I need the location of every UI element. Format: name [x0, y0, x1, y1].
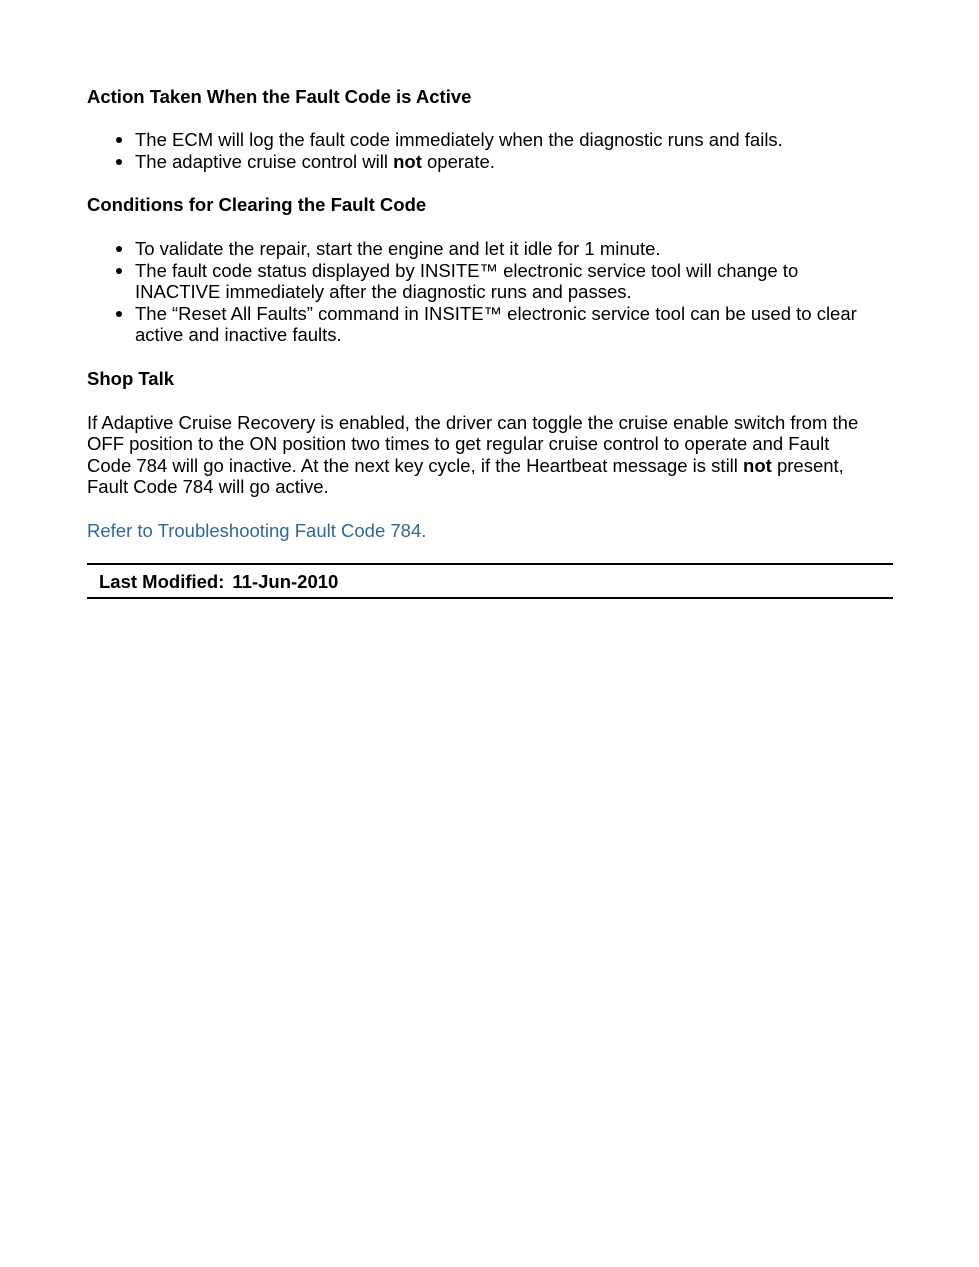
- troubleshooting-link[interactable]: Refer to Troubleshooting Fault Code 784.: [87, 519, 427, 541]
- paragraph-line: OFF position to the ON position two times to get regular cruise control to operate and Fault: [87, 433, 830, 454]
- document-page: [87, 86, 893, 599]
- action-list: [87, 129, 893, 172]
- list-item-text: To validate the repair, start the engine and let it idle for 1 minute.: [135, 238, 661, 259]
- list-item-text: The fault code status displayed by INSITE™ electronic service tool will change to: [135, 259, 799, 281]
- paragraph-line: Fault Code 784 will go active.: [87, 476, 329, 497]
- list-item: [87, 260, 893, 303]
- last-modified-label: Last Modified:: [99, 571, 225, 592]
- bullet-icon: [116, 137, 122, 143]
- list-item: [87, 238, 893, 260]
- last-modified-date: 11-Jun-2010: [232, 571, 339, 592]
- list-item-text: The “Reset All Faults” command in INSITE™ electronic service tool can be used to clear: [135, 302, 857, 324]
- emphasis-not: not: [393, 150, 422, 172]
- footer-bar: [87, 563, 893, 599]
- bullet-icon: [116, 268, 122, 274]
- paragraph-line: Code 784 will go inactive. At the next key cycle, if the Heartbeat message is still: [87, 454, 744, 476]
- last-modified: [99, 571, 338, 593]
- section-heading-clearing: Conditions for Clearing the Fault Code: [87, 194, 427, 215]
- list-item-text: INACTIVE immediately after the diagnostic runs and passes.: [135, 281, 632, 302]
- reference-paragraph: [87, 520, 893, 542]
- shop-talk-paragraph: [87, 412, 893, 498]
- list-item-text: The adaptive cruise control will: [135, 150, 394, 172]
- list-item-text: active and inactive faults.: [135, 324, 342, 345]
- list-item-text: The ECM will log the fault code immediately when the diagnostic runs and fails.: [135, 129, 783, 150]
- paragraph-line: If Adaptive Cruise Recovery is enabled, the driver can toggle the cruise enable switch from the: [87, 411, 859, 433]
- paragraph-line: present,: [771, 454, 844, 476]
- bullet-icon: [116, 159, 122, 165]
- list-item-text: operate.: [421, 150, 495, 172]
- section-heading-shop-talk: Shop Talk: [87, 367, 175, 389]
- bullet-icon: [116, 311, 122, 317]
- section-heading-action: Action Taken When the Fault Code is Active: [87, 86, 472, 107]
- list-item: [87, 129, 893, 151]
- bullet-icon: [116, 246, 122, 252]
- clearing-list: [87, 238, 893, 346]
- emphasis-not: not: [743, 454, 772, 476]
- list-item: [87, 303, 893, 346]
- list-item: [87, 151, 893, 173]
